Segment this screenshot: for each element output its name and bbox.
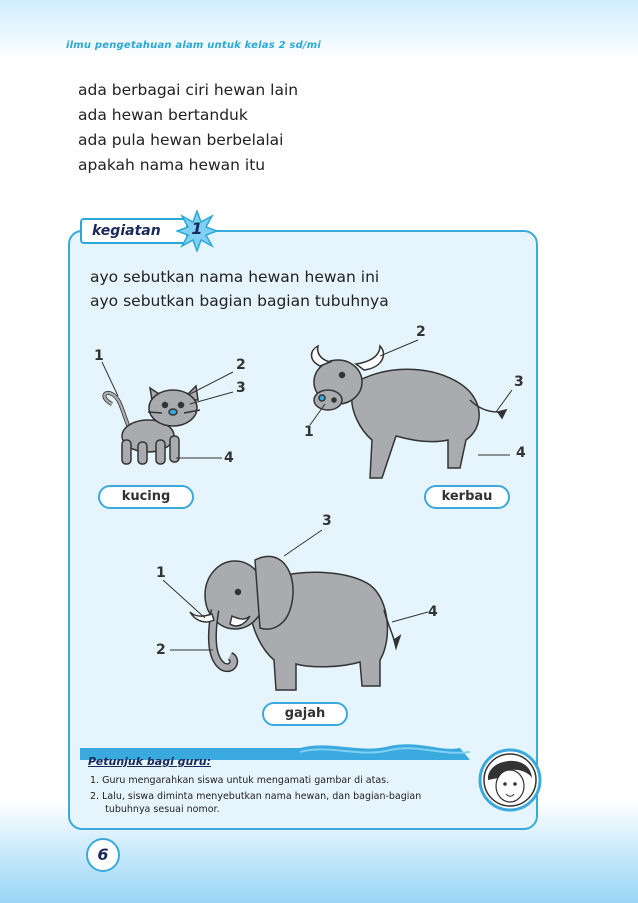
teacher-note-title: Petunjuk bagi guru: bbox=[88, 755, 212, 768]
cat-illustration bbox=[104, 386, 200, 464]
buffalo-label-4: 4 bbox=[516, 445, 526, 461]
buffalo-label-1: 1 bbox=[304, 424, 314, 440]
verse-line: ada berbagai ciri hewan lain bbox=[78, 81, 299, 99]
cat-label-2: 2 bbox=[236, 357, 246, 373]
elephant-label-3: 3 bbox=[322, 513, 332, 529]
buffalo-illustration bbox=[312, 346, 507, 478]
buffalo-label-3: 3 bbox=[514, 374, 524, 390]
elephant-label-1: 1 bbox=[156, 565, 166, 581]
buffalo-label-2: 2 bbox=[416, 324, 426, 340]
activity-label: kegiatan bbox=[80, 218, 188, 244]
instruction-line: ayo sebutkan bagian bagian tubuhnya bbox=[90, 292, 389, 310]
verse-line: ada pula hewan berbelalai bbox=[78, 131, 284, 149]
book-header: ilmu pengetahuan alam untuk kelas 2 sd/mi bbox=[66, 40, 322, 51]
cat-label-3: 3 bbox=[236, 380, 246, 396]
teacher-avatar-icon bbox=[480, 750, 540, 810]
buffalo-name-label: kerbau bbox=[424, 485, 510, 509]
teacher-note-item: 2. Lalu, siswa diminta menyebutkan nama hewan, dan bagian-bagian bbox=[90, 791, 422, 802]
page-number: 6 bbox=[86, 838, 120, 872]
instruction-line: ayo sebutkan nama hewan hewan ini bbox=[90, 268, 380, 286]
activity-number: 1 bbox=[191, 219, 203, 238]
teacher-note-item: tubuhnya sesuai nomor. bbox=[90, 804, 220, 815]
cat-label-1: 1 bbox=[94, 348, 104, 364]
elephant-label-4: 4 bbox=[428, 604, 438, 620]
cat-name-label: kucing bbox=[98, 485, 194, 509]
teacher-note-item: 1. Guru mengarahkan siswa untuk mengamati gambar di atas. bbox=[90, 775, 390, 786]
verse-line: apakah nama hewan itu bbox=[78, 156, 266, 174]
elephant-label-2: 2 bbox=[156, 642, 166, 658]
verse-line: ada hewan bertanduk bbox=[78, 106, 248, 124]
cat-label-4: 4 bbox=[224, 450, 234, 466]
elephant-name-label: gajah bbox=[262, 702, 348, 726]
elephant-illustration bbox=[190, 556, 400, 690]
